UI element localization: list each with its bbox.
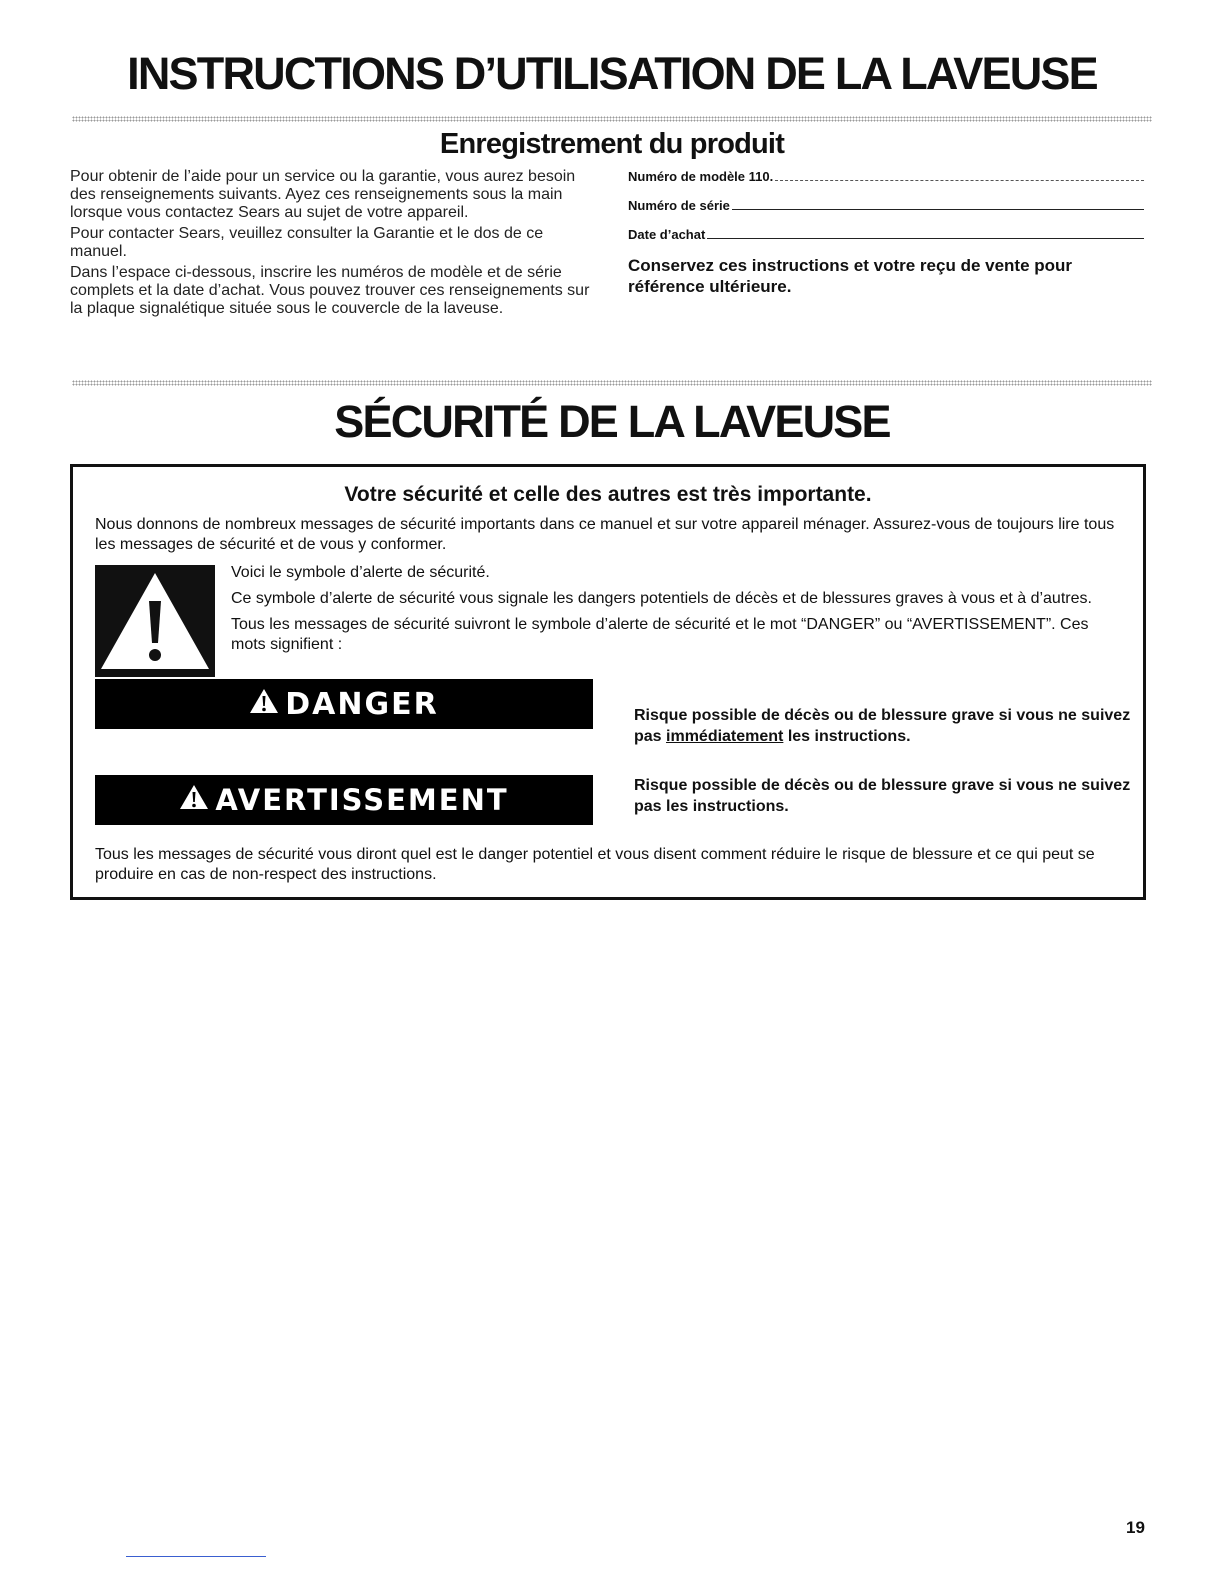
danger-signal-bar [95, 679, 593, 729]
warning-description: Risque possible de décès ou de blessure grave si vous ne suivez pas les instructions. [634, 777, 1131, 815]
alert-text: Ce symbole d’alerte de sécurité vous signale les dangers potentiels de décès et de blessures graves à vous et à d’autres. [231, 590, 1092, 607]
warning-label: AVERTISSEMENT [215, 783, 509, 817]
safety-box-heading: Votre sécurité et celle des autres est très importante. [344, 483, 872, 506]
alert-explanation [231, 563, 1111, 661]
safety-intro: Nous donnons de nombreux messages de sécurité importants dans ce manuel et sur votre appareil ménager. Assurez-vous de toujours lire tous les messages de sécurité et de vous y conformer. [95, 516, 1115, 553]
registration-heading: Enregistrement du produit [439, 128, 785, 160]
keep-instructions-note: Conservez ces instructions et votre reçu de vente pour référence ultérieure. [628, 256, 1073, 296]
alert-text: Voici le symbole d’alerte de sécurité. [231, 564, 490, 581]
page-title: INSTRUCTIONS D’UTILISATION DE LA LAVEUSE [127, 48, 1097, 99]
page-number: 19 [1126, 1518, 1145, 1537]
serial-number-label: Numéro de série [628, 198, 730, 213]
safety-title: SÉCURITÉ DE LA LAVEUSE [334, 396, 890, 447]
alert-text: Tous les messages de sécurité suivront le symbole d’alerte de sécurité et le mot “DANGER” ou “AVERTISSEMENT”. Ces mots signifient : [231, 616, 1089, 653]
serial-number-line[interactable] [732, 209, 1144, 210]
registration-paragraph: Dans l’espace ci-dessous, inscrire les numéros de modèle et de série complets et la date d’achat. Vous pouvez trouver ces renseignements sur la plaque signalétique située sous le couvercle de la laveuse. [70, 264, 590, 317]
danger-label: DANGER [285, 686, 439, 722]
divider [72, 116, 1152, 122]
safety-box [70, 464, 1146, 900]
emphasis-immediately: immédiatement [666, 728, 784, 745]
warning-triangle-icon [179, 783, 209, 817]
warning-signal-bar [95, 775, 593, 825]
warning-triangle-icon [95, 565, 215, 677]
purchase-date-line[interactable] [707, 238, 1144, 239]
registration-paragraph: Pour obtenir de l’aide pour un service ou la garantie, vous aurez besoin des renseignements suivants. Ayez ces renseignements sous la main lorsque vous contactez Sears au sujet de votre appareil. [70, 168, 576, 221]
serial-number-field[interactable] [628, 197, 1144, 213]
divider [72, 380, 1152, 386]
model-number-label: Numéro de modèle 110. [628, 169, 774, 184]
safety-closing: Tous les messages de sécurité vous diront quel est le danger potentiel et vous disent comment réduire le risque de blessure et ce qui peut se produire en cas de non-respect des instructions. [95, 846, 1095, 883]
registration-text [70, 168, 590, 321]
purchase-date-label: Date d’achat [628, 227, 706, 242]
danger-description: Risque possible de décès ou de blessure grave si vous ne suivez pas immédiatement les instructions. [634, 707, 1131, 745]
model-number-line[interactable] [775, 180, 1144, 181]
warning-triangle-icon [249, 687, 279, 722]
footer-rule [126, 1556, 266, 1557]
model-number-field[interactable] [628, 168, 1144, 184]
registration-form [628, 168, 1144, 297]
purchase-date-field[interactable] [628, 226, 1144, 242]
registration-paragraph: Pour contacter Sears, veuillez consulter la Garantie et le dos de ce manuel. [70, 225, 544, 260]
